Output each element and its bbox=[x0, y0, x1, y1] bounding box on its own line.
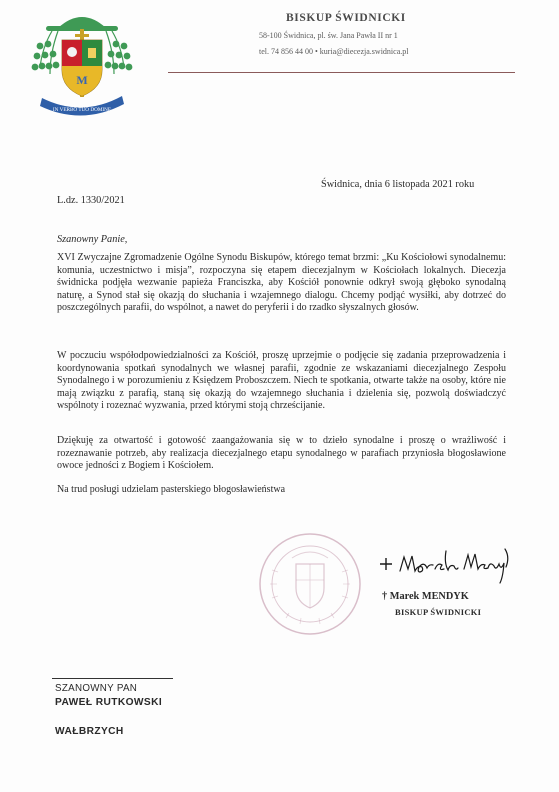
salutation: Szanowny Panie, bbox=[57, 234, 128, 245]
recipient-salutation: SZANOWNY PAN bbox=[55, 683, 138, 694]
header-contact: tel. 74 856 44 00 • kuria@diecezja.swidnica.pl bbox=[259, 47, 409, 56]
closing-blessing: Na trud posługi udzielam pasterskiego błogosławieństwa bbox=[57, 484, 286, 495]
body-paragraph-2: W poczuciu współodpowiedzialności za Kościół, proszę uprzejmie o podjęcie się zadania przeprowadzenia i koordynowania spotkań synodalnych we własnej parafii, zgodnie ze wskazaniami diecezjalnego Zespołu Synodalnego i w porozumieniu z Księdzem Proboszczem. Niech te spotkania, otwarte także na osoby, które nie mają związku z parafią, staną się okazją do wzajemnego słuchania i dzielenia się, pozwolą doświadczyć wspólnoty i rozeznać wyzwania, przed którymi stoją chrześcijanie. bbox=[57, 350, 506, 412]
reference-number: L.dz. 1330/2021 bbox=[57, 195, 125, 206]
letter-date: Świdnica, dnia 6 listopada 2021 roku bbox=[321, 179, 475, 190]
body-paragraph-1: XVI Zwyczajne Zgromadzenie Ogólne Synodu Biskupów, którego temat brzmi: „Ku Kościołowi synodalnemu: komunia, uczestnictwo i misja”, rozpoczyna się etapem diecezjalnym w Kościołach lokalnych. Diecezja świdnicka podjęła wezwanie papieża Franciszka, aby Kościół ponownie odkrył swoją głęboko synodalną naturę, a Synod stał się okazją do słuchania i wzajemnego dialogu. Chcemy podjąć wysiłki, aby dotrzeć do poszczególnych parafii, do wspólnot, a nawet do peryferii i do rzadko słyszalnych głosów. bbox=[57, 252, 506, 314]
recipient-name: PAWEŁ RUTKOWSKI bbox=[55, 697, 163, 708]
svg-text:M: M bbox=[76, 73, 88, 87]
header-divider bbox=[168, 72, 515, 73]
recipient-divider bbox=[52, 678, 173, 679]
signer-name: † Marek MENDYK bbox=[382, 591, 469, 602]
signer-title: BISKUP ŚWIDNICKI bbox=[395, 607, 482, 617]
handwritten-signature bbox=[372, 537, 522, 589]
body-paragraph-3: Dziękuję za otwartość i gotowość zaangażowania się w to dzieło synodalne i proszę o wrażliwość i rozeznawanie potrzeb, aby realizacja diecezjalnego etapu synodalnego w parafiach przyniosła błogosławione owoce jedności z Bogiem i Kościołem. bbox=[57, 435, 506, 472]
bishop-title-header: BISKUP ŚWIDNICKI bbox=[286, 12, 406, 24]
recipient-city: WAŁBRZYCH bbox=[55, 726, 124, 737]
coat-of-arms-icon bbox=[28, 8, 136, 120]
header-address: 58-100 Świdnica, pl. św. Jana Pawła II nr 1 bbox=[259, 31, 398, 40]
motto-text: IN VERBO TUO DOMINE bbox=[52, 107, 112, 113]
official-seal-stamp bbox=[256, 530, 364, 638]
